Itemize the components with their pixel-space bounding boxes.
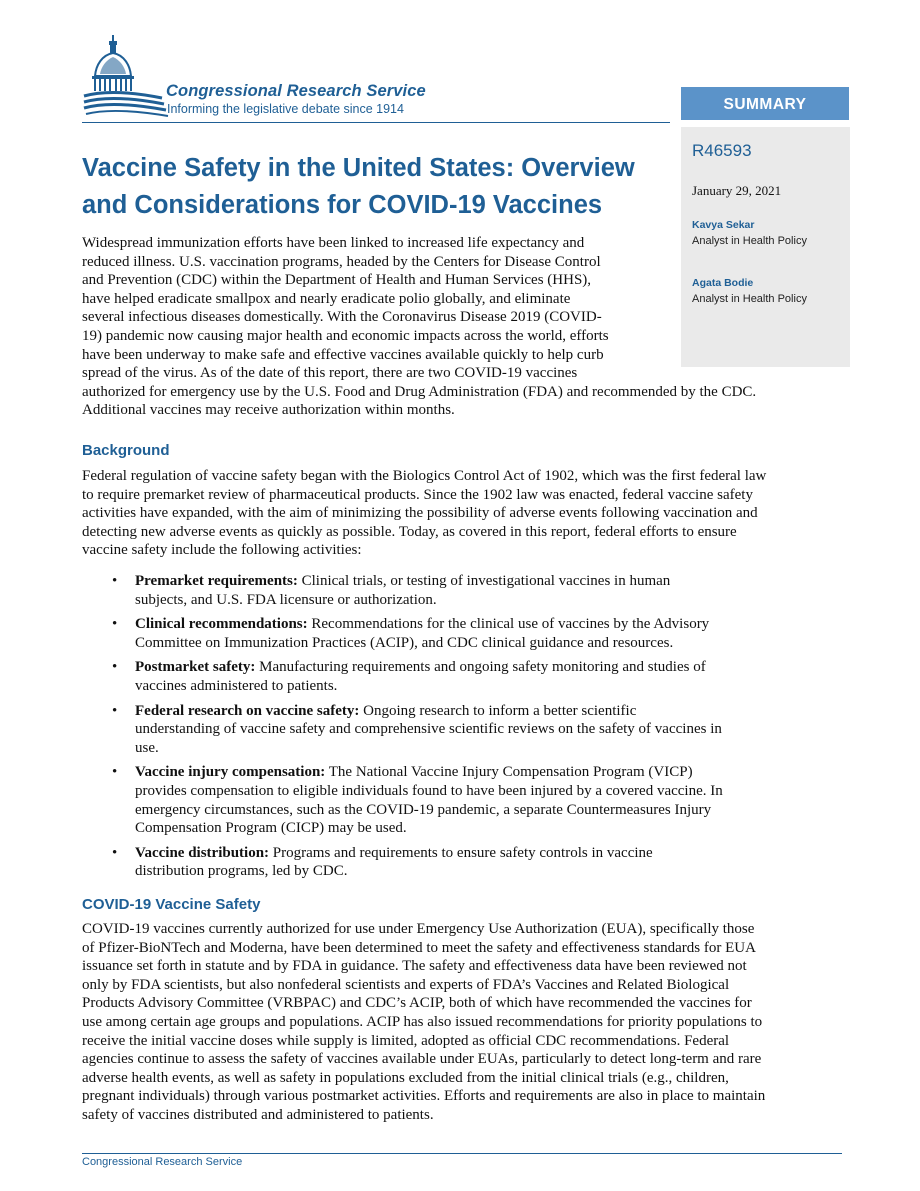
report-date: January 29, 2021 [692, 183, 782, 198]
list-item: • Vaccine distribution: Programs and requirements to ensure safety controls in vaccine distribution programs, led by CDC. [112, 844, 653, 880]
list-item: • Postmarket safety: Manufacturing requirements and ongoing safety monitoring and studies of vaccines administered to patients. [112, 659, 706, 694]
section-heading-background: Background [82, 442, 170, 459]
list-item: • Vaccine injury compensation: The National Vaccine Injury Compensation Program (VICP) provides compensation to eligible individuals found to have been injured by a covered vaccine. In emergency circumstances, such as the COVID-19 pandemic, a separate Countermeasures Injury Compensation Program (CICP) may be used. [112, 764, 723, 837]
covid-paragraph: COVID-19 vaccines currently authorized for use under Emergency Use Authorization (EUA), specifically those of Pfizer-BioNTech and Moderna, have been determined to meet the safety and effectiveness standards for EUA issuance set forth in statute and by FDA in guidance. The safety and effectiveness data have been reviewed not only by FDA scientists, but also nonfederal scientists and experts of FDA’s Vaccines and Related Biological Products Advisory Committee (VRBPAC) and CDC’s ACIP, both of which have recommended the vaccines for use among certain age groups and populations. ACIP has also issued recommendations for priority populations to receive the initial vaccine doses while supply is limited, adopted as official CDC recommendations. Federal agencies continue to assess the safety of vaccines available under EUAs, particularly to detect long-term and rare adverse health events, as well as safety in populations excluded from the initial clinical trials (e.g., children, pregnant individuals) through various postmarket activities. Efforts and requirements are also in place to maintain safety of vaccines distributed and administered to patients. [82, 921, 766, 1123]
list-item: • Federal research on vaccine safety: Ongoing research to inform a better scientific understanding of vaccine safety and comprehensive scientific reviews on the safety of vaccines in use. [112, 702, 722, 756]
report-title: Vaccine Safety in the United States: Overview and Considerations for COVID-19 Vaccines [82, 154, 635, 219]
bullet-icon: • [112, 573, 118, 589]
background-paragraph: Federal regulation of vaccine safety began with the Biologics Control Act of 1902, which was the first federal law to require premarket review of pharmaceutical products. Since the 1902 law was enacted, federal vaccine safety activities have expanded, with the aim of minimizing the possibility of adverse events following vaccination and detecting new adverse events as quickly as possible. Today, as covered in this report, federal efforts to ensure vaccine safety include the following activities: [82, 468, 767, 559]
author-title: Analyst in Health Policy [692, 235, 807, 247]
section-heading-covid: COVID-19 Vaccine Safety [82, 896, 261, 913]
footer-text: Congressional Research Service [82, 1156, 243, 1168]
report-number: R46593 [692, 141, 752, 160]
footer-divider [82, 1153, 842, 1154]
header-divider [82, 122, 670, 123]
summary-heading: SUMMARY [681, 87, 849, 120]
bullet-icon: • [112, 616, 118, 633]
bullet-icon: • [112, 844, 118, 861]
bullet-icon: • [112, 764, 118, 781]
org-tagline: Informing the legislative debate since 1914 [167, 102, 404, 116]
author-name: Kavya Sekar [692, 219, 755, 231]
org-name: Congressional Research Service [166, 82, 426, 100]
activities-list [82, 572, 842, 887]
list-item: • Clinical recommendations: Recommendations for the clinical use of vaccines by the Advisory Committee on Immunization Practices (ACIP), and CDC clinical guidance and resources. [112, 616, 710, 651]
list-item: • Premarket requirements: Clinical trials, or testing of investigational vaccines in human subjects, and U.S. FDA licensure or authorization. [112, 573, 671, 608]
intro-paragraph: Widespread immunization efforts have been linked to increased life expectancy and reduced illness. U.S. vaccination programs, headed by the Centers for Disease Control and Prevention (CDC) within the Department of Health and Human Services (HHS), have helped eradicate smallpox and nearly eradicate polio globally, and eliminate several infectious diseases domestically. With the Coronavirus Disease 2019 (COVID- 19) pandemic now causing major health and economic impacts across the world, efforts have been underway to make safe and effective vaccines available quickly to help curb spread of the virus. As of the date of this report, there are two COVID-19 vaccines authorized for emergency use by the U.S. Food and Drug Administration (FDA) and recommended by the CDC. Additional vaccines may receive authorization within months. [82, 235, 757, 419]
author-name: Agata Bodie [692, 277, 754, 289]
bullet-icon: • [112, 659, 118, 676]
bullet-icon: • [112, 702, 118, 719]
capitol-dome-logo [82, 30, 177, 122]
author-title: Analyst in Health Policy [692, 293, 807, 305]
